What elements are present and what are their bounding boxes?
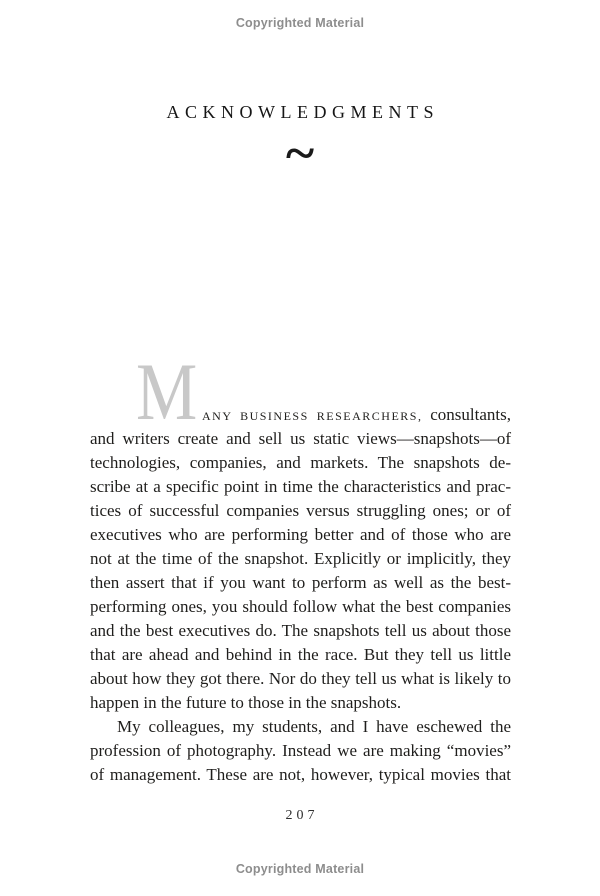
chapter-title: ACKNOWLEDGMENTS	[166, 102, 439, 122]
page-number: 207	[285, 808, 319, 823]
body-line-text: consultants,	[422, 405, 512, 424]
body-line: scribe at a specific point in time the characteristics and prac-	[90, 477, 511, 496]
body-line: that are ahead and behind in the race. But they tell us little	[90, 645, 511, 664]
body-line: tices of successful companies versus struggling ones; or of	[90, 501, 511, 520]
body-line	[90, 403, 511, 427]
body-line: technologies, companies, and markets. The snapshots de-	[90, 453, 511, 472]
copyright-notice-bottom: Copyrighted Material	[235, 862, 365, 876]
body-line: and writers create and sell us static views—snapshots—of	[90, 429, 511, 448]
body-line: and the best executives do. The snapshots tell us about those	[90, 621, 511, 640]
body-line: executives who are performing better and of those who are	[90, 525, 511, 544]
body-line: My colleagues, my students, and I have eschewed the	[117, 717, 511, 736]
body-line: of management. These are not, however, typical movies that	[90, 765, 511, 784]
tilde-glyph: ~	[285, 124, 315, 182]
body-line: then assert that if you want to perform as well as the best-	[90, 573, 511, 592]
body-line: not at the time of the snapshot. Explicitly or implicitly, they	[90, 549, 511, 568]
tilde-ornament	[0, 124, 600, 182]
drop-cap: M	[136, 346, 198, 437]
copyright-notice-top: Copyrighted Material	[235, 16, 365, 30]
body-line: profession of photography. Instead we are making “movies”	[90, 741, 511, 760]
body-line: happen in the future to those in the snapshots.	[90, 693, 402, 712]
body-text	[90, 403, 511, 787]
body-line: about how they got there. Nor do they tell us what is likely to	[90, 669, 511, 688]
body-line: performing ones, you should follow what the best companies	[90, 597, 511, 616]
small-caps-lead-in: ANY BUSINESS RESEARCHERS,	[202, 409, 423, 423]
